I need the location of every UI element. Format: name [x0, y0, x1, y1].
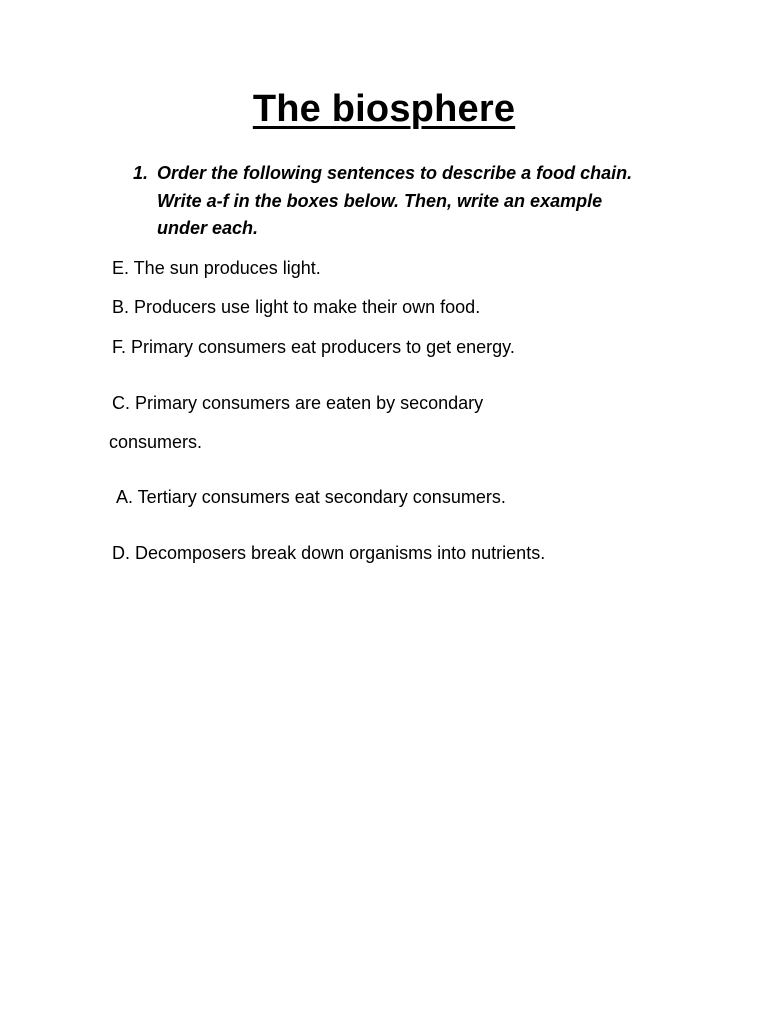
page-title: The biosphere: [252, 88, 516, 130]
question-line-2: Write a-f in the boxes below. Then, write an example: [157, 190, 603, 211]
question-number: 1.: [133, 163, 149, 183]
sentence-b: B. Producers use light to make their own food.: [112, 297, 481, 317]
question-instructions: [133, 160, 653, 243]
sentence-e: E. The sun produces light.: [112, 258, 321, 278]
sentence-a: A. Tertiary consumers eat secondary consumers.: [116, 487, 506, 507]
sentence-f: F. Primary consumers eat producers to get energy.: [112, 337, 515, 357]
sentence-c-line-1: C. Primary consumers are eaten by secondary: [112, 393, 484, 413]
question-line-1: [133, 160, 653, 188]
sentence-c-line-2: consumers.: [109, 432, 203, 452]
question-text-1: Order the following sentences to describe a food chain.: [157, 163, 633, 183]
question-line-3: under each.: [157, 218, 259, 238]
sentence-d: D. Decomposers break down organisms into nutrients.: [112, 543, 546, 563]
